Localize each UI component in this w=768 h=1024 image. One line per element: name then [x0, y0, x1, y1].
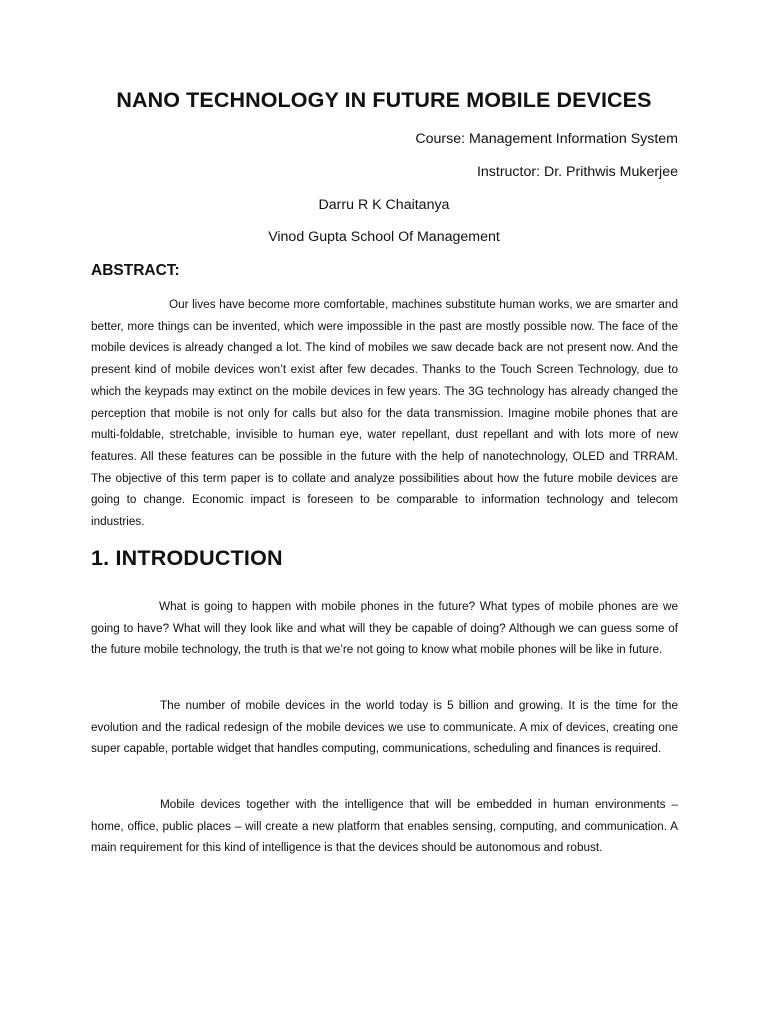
intro-paragraph-2: The number of mobile devices in the world today is 5 billion and growing. It is the time for the evolution and the radical redesign of the mobile devices we use to communicate. A mix of devices, creating one super capable, portable widget that handles computing, communications, scheduling and finances is required. [91, 699, 678, 756]
course-line: Course: Management Information System [415, 131, 678, 147]
intro-paragraph-1: What is going to happen with mobile phones in the future? What types of mobile phones are we going to have? What will they look like and what will they be capable of doing? Although we can guess some of the future mobile technology, the truth is that we’re not going to know what mobile phones will be like in future. [91, 600, 678, 657]
introduction-heading: 1. INTRODUCTION [91, 546, 283, 570]
abstract-paragraph: Our lives have become more comfortable, machines substitute human works, we are smarter and better, more things can be invented, which were impossible in the past are mostly possible now. The face of the mobile devices is already changed a lot. The kind of mobiles we saw decade back are not present now. And the present kind of mobile devices won’t exist after few decades. Thanks to the Touch Screen Technology, due to which the keypads may extinct on the mobile devices in few years. The 3G technology has already changed the perception that mobile is not only for calls but also for the data transmission. Imagine mobile phones that are multi-foldable, stretchable, invisible to human eye, water repellant, dust repellant and with lots more of new features. All these features can be possible in the future with the help of nanotechnology, OLED and TRRAM. The objective of this term paper is to collate and analyze possibilities about how the future mobile devices are going to change. Economic impact is foreseen to be comparable to information technology and telecom industries. [91, 298, 678, 529]
document-title: NANO TECHNOLOGY IN FUTURE MOBILE DEVICES [116, 88, 652, 112]
instructor-line: Instructor: Dr. Prithwis Mukerjee [476, 164, 678, 180]
author-name: Darru R K Chaitanya [318, 197, 450, 213]
intro-paragraph-3: Mobile devices together with the intelligence that will be embedded in human environments – home, office, public places – will create a new platform that enables sensing, computing, and communication. A main requirement for this kind of intelligence is that the devices should be autonomous and robust. [91, 798, 678, 855]
abstract-heading: ABSTRACT: [91, 262, 180, 279]
institution-name: Vinod Gupta School Of Management [268, 229, 500, 245]
